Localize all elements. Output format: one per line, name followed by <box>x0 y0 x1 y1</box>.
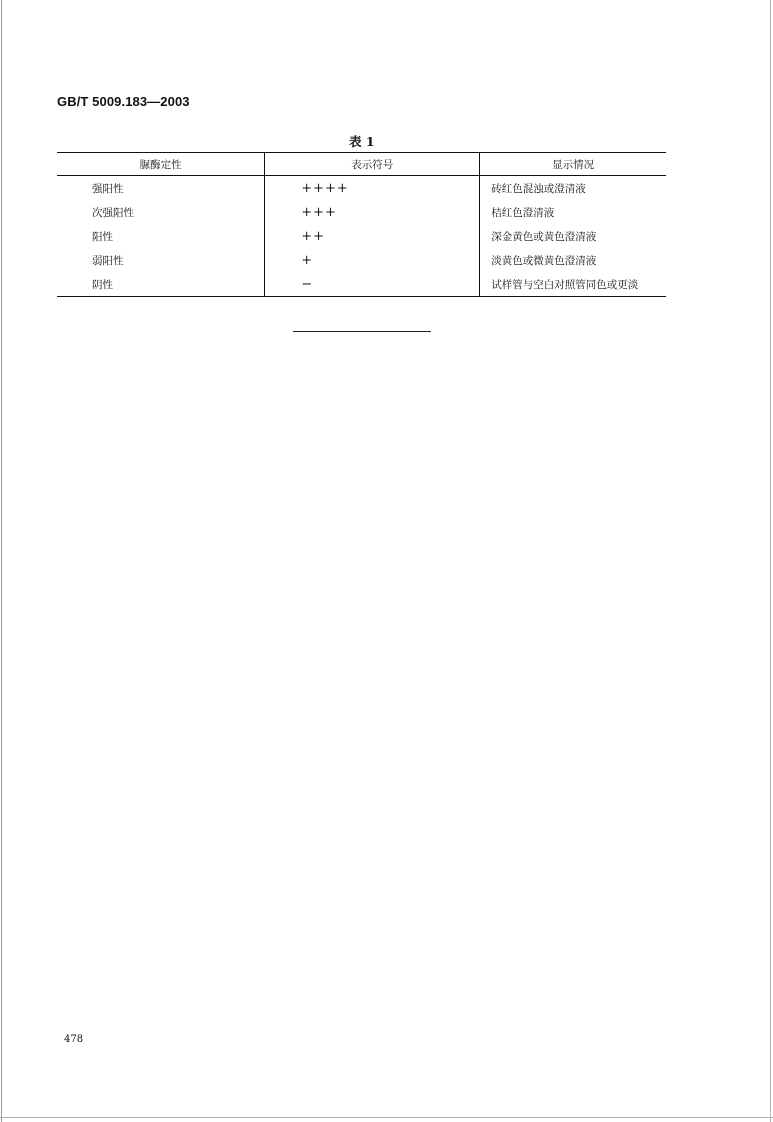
cell-symbol: ++++ <box>265 176 480 201</box>
cell-qualitative: 阴性 <box>57 272 265 297</box>
cell-symbol: ++ <box>265 224 480 248</box>
cell-symbol: − <box>265 272 480 297</box>
standard-code-header: GB/T 5009.183—2003 <box>57 94 190 109</box>
end-of-document-rule <box>293 331 431 332</box>
table-row <box>57 176 666 201</box>
column-header-qualitative: 脲酶定性 <box>57 153 265 176</box>
table-row <box>57 224 666 248</box>
column-header-symbol: 表示符号 <box>265 153 480 176</box>
cell-appearance: 试样管与空白对照管同色或更淡 <box>480 272 666 297</box>
cell-qualitative: 弱阳性 <box>57 248 265 272</box>
table-row <box>57 248 666 272</box>
page-number: 478 <box>64 1034 84 1045</box>
cell-qualitative: 阳性 <box>57 224 265 248</box>
table-header-row <box>57 153 666 176</box>
cell-symbol: + <box>265 248 480 272</box>
scan-border-bottom <box>0 1117 773 1118</box>
cell-symbol: +++ <box>265 200 480 224</box>
column-header-appearance: 显示情况 <box>480 153 666 176</box>
cell-appearance: 桔红色澄清液 <box>491 206 555 219</box>
cell-qualitative: 次强阳性 <box>57 200 265 224</box>
cell-appearance: 深金黄色或黄色澄清液 <box>491 230 597 243</box>
cell-appearance: 淡黄色或微黄色澄清液 <box>491 254 597 267</box>
cell-qualitative: 强阳性 <box>57 176 265 201</box>
cell-appearance: 砖红色混浊或澄清液 <box>491 182 586 195</box>
table-caption: 表 1 <box>349 134 375 149</box>
urease-result-table <box>57 152 666 297</box>
scan-border-left <box>1 0 2 1122</box>
table-row <box>57 272 666 297</box>
table-row <box>57 200 666 224</box>
scan-border-right <box>770 0 771 1122</box>
